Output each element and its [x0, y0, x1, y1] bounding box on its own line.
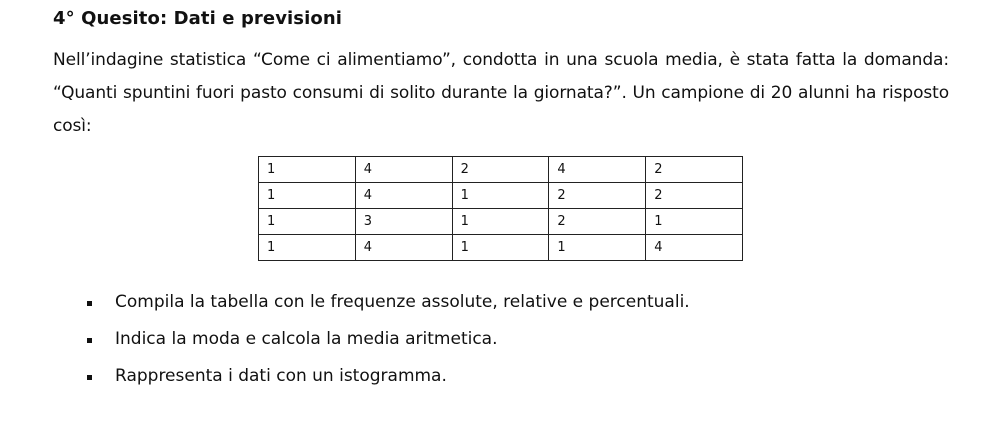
table-cell: 2 — [452, 157, 549, 183]
table-cell: 4 — [355, 157, 452, 183]
table-cell: 3 — [355, 209, 452, 235]
table-cell: 4 — [646, 235, 743, 261]
table-cell: 1 — [549, 235, 646, 261]
square-bullet-icon — [87, 375, 92, 380]
table-cell: 1 — [452, 235, 549, 261]
table-cell: 4 — [355, 183, 452, 209]
table-row — [259, 183, 743, 209]
task-text: Indica la moda e calcola la media aritmetica. — [115, 329, 498, 349]
square-bullet-icon — [87, 301, 92, 306]
table-cell: 2 — [646, 157, 743, 183]
table-cell: 1 — [259, 209, 356, 235]
table-cell: 1 — [646, 209, 743, 235]
table-cell: 4 — [549, 157, 646, 183]
table-cell: 1 — [452, 209, 549, 235]
square-bullet-icon — [87, 338, 92, 343]
table-row — [259, 157, 743, 183]
responses-table — [258, 156, 743, 261]
table-row — [259, 235, 743, 261]
table-cell: 1 — [452, 183, 549, 209]
exercise-intro: Nell’indagine statistica “Come ci alimentiamo”, condotta in una scuola media, è stata fatta la domanda: “Quanti spuntini fuori pasto consumi di solito durante la giornata?”. Un campione di 20 alunni ha risposto così: — [53, 50, 949, 136]
table-row — [259, 209, 743, 235]
table-cell: 2 — [549, 209, 646, 235]
table-cell: 4 — [355, 235, 452, 261]
table-cell: 1 — [259, 183, 356, 209]
table-cell: 1 — [259, 157, 356, 183]
task-text: Rappresenta i dati con un istogramma. — [115, 366, 447, 386]
exercise-title: 4° Quesito: Dati e previsioni — [53, 8, 343, 29]
table-cell: 2 — [646, 183, 743, 209]
table-cell: 1 — [259, 235, 356, 261]
task-text: Compila la tabella con le frequenze assolute, relative e percentuali. — [115, 292, 690, 312]
table-cell: 2 — [549, 183, 646, 209]
